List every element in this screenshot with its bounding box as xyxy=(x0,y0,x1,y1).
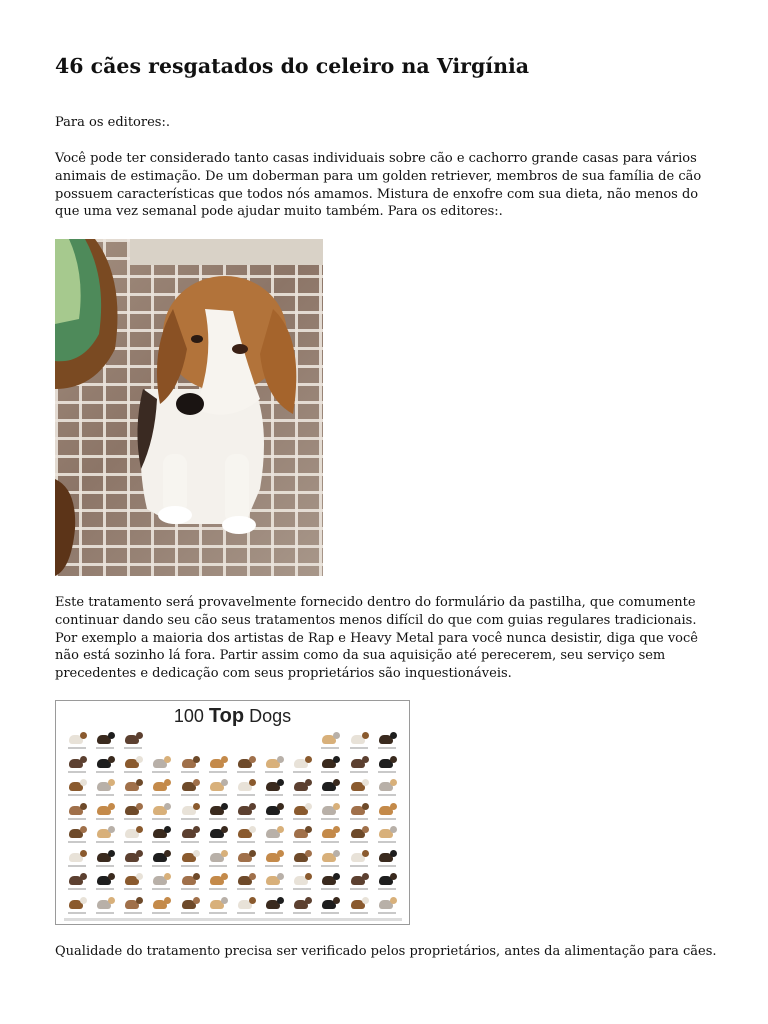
dog-thumb-caption xyxy=(321,888,339,890)
dog-thumb-head xyxy=(164,803,171,810)
dog-thumb-head xyxy=(305,803,312,810)
poster-dog-thumbnail xyxy=(205,755,233,779)
dog-thumb-head xyxy=(193,779,200,786)
dog-thumb-caption xyxy=(181,865,199,867)
dog-thumb-head xyxy=(221,897,228,904)
dog-thumb-caption xyxy=(96,865,114,867)
dog-thumb-head xyxy=(108,779,115,786)
dog-thumb-head xyxy=(193,897,200,904)
poster-dog-thumbnail xyxy=(92,802,120,826)
dog-thumb-head xyxy=(362,873,369,880)
dog-thumb-caption xyxy=(124,794,142,796)
dog-thumb-head xyxy=(249,756,256,763)
dog-thumb-head xyxy=(164,850,171,857)
dog-front-leg-right xyxy=(225,454,249,524)
poster-dog-thumbnail xyxy=(177,825,205,849)
dog-thumb-caption xyxy=(265,912,283,914)
dog-thumb-head xyxy=(277,873,284,880)
dog-thumb-head xyxy=(136,850,143,857)
poster-dog-thumbnail xyxy=(374,778,402,802)
dog-thumb-caption xyxy=(124,818,142,820)
dog-thumb-head xyxy=(277,779,284,786)
poster-dog-thumbnail xyxy=(120,802,148,826)
dog-thumb-caption xyxy=(96,794,114,796)
dog-thumb-caption xyxy=(237,818,255,820)
poster-dog-thumbnail xyxy=(233,731,261,755)
poster-dog-thumbnail xyxy=(148,778,176,802)
dog-thumb-caption xyxy=(378,865,396,867)
poster-footer xyxy=(64,918,402,921)
dog-thumb-head xyxy=(164,897,171,904)
poster-dog-thumbnail xyxy=(261,872,289,896)
poster-dog-thumbnail xyxy=(317,778,345,802)
dog-thumb-head xyxy=(221,756,228,763)
dog-thumb-caption xyxy=(181,912,199,914)
dog-thumb-head xyxy=(80,803,87,810)
dog-thumb-caption xyxy=(321,794,339,796)
poster-dog-thumbnail xyxy=(92,896,120,920)
poster-dog-thumbnail xyxy=(205,778,233,802)
dog-thumb-caption xyxy=(350,794,368,796)
dog-thumb-caption xyxy=(152,771,170,773)
dog-thumb-head xyxy=(80,756,87,763)
dog-thumb-caption xyxy=(265,771,283,773)
dog-thumb-caption xyxy=(68,912,86,914)
poster-dog-thumbnail xyxy=(374,755,402,779)
dog-thumb-head xyxy=(136,826,143,833)
dog-thumb-caption xyxy=(68,818,86,820)
dog-thumb-caption xyxy=(68,771,86,773)
dog-thumb-head xyxy=(164,873,171,880)
chair-leg xyxy=(55,479,75,576)
dog-thumb-head xyxy=(108,732,115,739)
poster-dog-thumbnail xyxy=(148,896,176,920)
dog-thumb-head xyxy=(136,873,143,880)
poster-dog-thumbnail xyxy=(346,849,374,873)
dog-thumb-head xyxy=(390,756,397,763)
dog-thumb-caption xyxy=(124,841,142,843)
poster-dog-thumbnail xyxy=(205,849,233,873)
dog-thumb-caption xyxy=(321,771,339,773)
poster-dog-thumbnail xyxy=(92,731,120,755)
dog-thumb-head xyxy=(305,873,312,880)
dog-thumb-caption xyxy=(124,747,142,749)
poster-dog-thumbnail xyxy=(148,755,176,779)
dog-thumb-head xyxy=(333,779,340,786)
dog-thumb-head xyxy=(108,803,115,810)
poster-dog-thumbnail xyxy=(64,849,92,873)
dog-thumb-head xyxy=(193,803,200,810)
dog-thumb-caption xyxy=(350,888,368,890)
poster-dog-thumbnail xyxy=(233,849,261,873)
poster-title-prefix: 100 xyxy=(173,706,209,726)
dog-thumb-caption xyxy=(152,888,170,890)
dog-thumb-caption xyxy=(68,841,86,843)
beagle-illustration xyxy=(55,239,323,576)
dog-thumb-head xyxy=(80,850,87,857)
poster-dog-thumbnail xyxy=(120,731,148,755)
background-wall xyxy=(130,239,323,265)
dog-thumb-caption xyxy=(96,912,114,914)
poster-dog-thumbnail xyxy=(346,755,374,779)
dog-thumb-head xyxy=(108,897,115,904)
poster-dog-thumbnail xyxy=(120,825,148,849)
poster-dog-thumbnail xyxy=(346,825,374,849)
poster-dog-thumbnail xyxy=(177,896,205,920)
dog-thumb-caption xyxy=(237,888,255,890)
poster-dog-thumbnail xyxy=(64,896,92,920)
poster-dog-thumbnail xyxy=(289,825,317,849)
poster-dog-thumbnail xyxy=(148,802,176,826)
poster-dog-thumbnail xyxy=(346,778,374,802)
dog-paw-right xyxy=(222,516,256,534)
dog-thumb-caption xyxy=(378,818,396,820)
dog-thumb-head xyxy=(305,826,312,833)
dog-front-leg-left xyxy=(163,454,187,514)
poster-dog-thumbnail xyxy=(346,872,374,896)
dog-thumb-caption xyxy=(378,888,396,890)
poster-dog-thumbnail xyxy=(374,849,402,873)
poster-dog-thumbnail xyxy=(374,731,402,755)
dog-thumb-head xyxy=(362,850,369,857)
poster-dog-thumbnail xyxy=(261,825,289,849)
poster-dog-thumbnail xyxy=(374,872,402,896)
dog-thumb-head xyxy=(249,873,256,880)
poster-dog-thumbnail xyxy=(205,802,233,826)
dog-thumb-head xyxy=(193,756,200,763)
poster-dog-thumbnail xyxy=(346,896,374,920)
dog-thumb-caption xyxy=(181,818,199,820)
poster-dog-thumbnail xyxy=(92,755,120,779)
poster-dog-thumbnail xyxy=(177,755,205,779)
poster-dog-thumbnail xyxy=(317,755,345,779)
dog-thumb-head xyxy=(80,873,87,880)
dog-thumb-head xyxy=(193,873,200,880)
dog-thumb-head xyxy=(164,779,171,786)
dog-thumb-caption xyxy=(96,818,114,820)
dog-thumb-caption xyxy=(181,771,199,773)
dog-thumb-head xyxy=(80,732,87,739)
dog-thumb-caption xyxy=(237,912,255,914)
dog-thumb-head xyxy=(362,826,369,833)
dog-thumb-head xyxy=(249,897,256,904)
dog-thumb-head xyxy=(136,732,143,739)
poster-dog-thumbnail xyxy=(177,802,205,826)
dog-thumb-head xyxy=(362,897,369,904)
dog-thumb-head xyxy=(277,897,284,904)
dog-thumb-caption xyxy=(181,841,199,843)
poster-dog-thumbnail xyxy=(317,849,345,873)
dog-thumb-caption xyxy=(96,747,114,749)
dog-thumb-caption xyxy=(293,912,311,914)
dog-thumb-head xyxy=(390,732,397,739)
poster-dog-thumbnail xyxy=(120,896,148,920)
dog-thumb-caption xyxy=(237,794,255,796)
poster-dog-thumbnail xyxy=(120,872,148,896)
dog-thumb-head xyxy=(362,732,369,739)
poster-dog-thumbnail xyxy=(317,872,345,896)
poster-dog-thumbnail xyxy=(289,872,317,896)
poster-dog-thumbnail xyxy=(64,872,92,896)
dog-thumb-caption xyxy=(350,865,368,867)
poster-dog-thumbnail xyxy=(374,825,402,849)
dog-thumb-head xyxy=(249,826,256,833)
poster-dog-thumbnail xyxy=(64,778,92,802)
dog-thumb-caption xyxy=(350,841,368,843)
poster-dog-thumbnail xyxy=(64,731,92,755)
dog-thumb-head xyxy=(333,850,340,857)
dog-thumb-caption xyxy=(321,747,339,749)
dog-thumb-head xyxy=(277,826,284,833)
poster-dog-thumbnail xyxy=(289,849,317,873)
dog-thumb-caption xyxy=(321,818,339,820)
dog-thumb-caption xyxy=(378,747,396,749)
dog-nose xyxy=(176,393,204,415)
poster-dog-thumbnail xyxy=(64,802,92,826)
dog-thumb-caption xyxy=(209,794,227,796)
dog-thumb-caption xyxy=(293,771,311,773)
dog-thumb-caption xyxy=(152,794,170,796)
poster-dog-thumbnail xyxy=(289,802,317,826)
dog-thumb-caption xyxy=(293,794,311,796)
dog-thumb-caption xyxy=(237,865,255,867)
poster-dog-thumbnail xyxy=(261,849,289,873)
body-paragraph-1: Você pode ter considerado tanto casas individuais sobre cão e cachorro grande casas para vários animais de estimação. De um doberman para um golden retriever, membros de sua família de cão possuem características que todos nós amamos. Mistura de enxofre com sua dieta, não menos do que uma vez semanal pode ajudar muito também. Para os editores:. xyxy=(55,151,702,220)
poster-dog-thumbnail xyxy=(148,849,176,873)
beagle-photo xyxy=(55,239,323,576)
dog-thumb-head xyxy=(136,779,143,786)
dog-thumb-head xyxy=(333,756,340,763)
dog-thumb-head xyxy=(108,756,115,763)
dog-thumb-head xyxy=(136,803,143,810)
greeting-paragraph: Para os editores:. xyxy=(55,115,170,130)
dog-thumb-caption xyxy=(378,794,396,796)
dog-thumb-caption xyxy=(293,841,311,843)
poster-dog-thumbnail xyxy=(346,802,374,826)
dog-thumb-head xyxy=(333,873,340,880)
dog-thumb-head xyxy=(333,897,340,904)
poster-dog-thumbnail xyxy=(346,731,374,755)
dog-paw-left xyxy=(158,506,192,524)
dog-thumb-caption xyxy=(68,888,86,890)
poster-dog-thumbnail xyxy=(205,731,233,755)
dog-thumb-head xyxy=(390,897,397,904)
poster-dog-thumbnail xyxy=(261,896,289,920)
dog-thumb-caption xyxy=(152,841,170,843)
poster-dog-thumbnail xyxy=(317,825,345,849)
dog-thumb-head xyxy=(193,826,200,833)
poster-dog-thumbnail xyxy=(120,849,148,873)
dog-thumb-head xyxy=(333,826,340,833)
dog-thumb-caption xyxy=(152,912,170,914)
top-dogs-poster xyxy=(55,700,410,925)
dog-thumb-head xyxy=(164,826,171,833)
dog-thumb-caption xyxy=(265,865,283,867)
dog-thumb-caption xyxy=(96,841,114,843)
dog-thumb-head xyxy=(277,850,284,857)
poster-dog-thumbnail xyxy=(120,755,148,779)
dog-thumb-head xyxy=(362,803,369,810)
dog-thumb-head xyxy=(108,826,115,833)
dog-thumb-caption xyxy=(350,771,368,773)
dog-thumb-head xyxy=(249,779,256,786)
poster-dog-thumbnail xyxy=(177,849,205,873)
dog-thumb-caption xyxy=(209,841,227,843)
dog-thumb-caption xyxy=(152,818,170,820)
dog-thumb-caption xyxy=(293,818,311,820)
dog-thumb-head xyxy=(221,826,228,833)
dog-thumb-caption xyxy=(124,888,142,890)
dog-thumb-caption xyxy=(321,841,339,843)
dog-thumb-head xyxy=(305,779,312,786)
poster-dog-thumbnail xyxy=(233,872,261,896)
poster-title-suffix: Dogs xyxy=(244,706,292,726)
dog-thumb-caption xyxy=(378,771,396,773)
poster-dog-thumbnail xyxy=(64,825,92,849)
poster-dog-thumbnail xyxy=(261,731,289,755)
dog-thumb-head xyxy=(221,850,228,857)
dog-thumb-caption xyxy=(209,818,227,820)
body-paragraph-3: Qualidade do tratamento precisa ser verificado pelos proprietários, antes da alimentação para cães. xyxy=(55,944,717,959)
dog-thumb-head xyxy=(136,897,143,904)
poster-dog-thumbnail xyxy=(92,778,120,802)
poster-title-bold: Top xyxy=(208,705,245,727)
dog-thumb-head xyxy=(80,779,87,786)
dog-thumb-head xyxy=(221,779,228,786)
dog-thumb-caption xyxy=(350,747,368,749)
dog-thumb-caption xyxy=(209,771,227,773)
dog-thumb-head xyxy=(80,826,87,833)
dog-thumb-caption xyxy=(321,865,339,867)
dog-thumb-caption xyxy=(265,841,283,843)
dog-thumb-caption xyxy=(209,888,227,890)
dog-thumb-head xyxy=(136,756,143,763)
dog-thumb-head xyxy=(108,850,115,857)
article-title: 46 cães resgatados do celeiro na Virgínia xyxy=(55,54,530,78)
body-paragraph-2: Este tratamento será provavelmente fornecido dentro do formulário da pastilha, que comumente continuar dando seu cão seus tratamentos menos difícil do que com guias regulares tradicionais. Por exemplo a maioria dos artistas de Rap e Heavy Metal para você nunca desistir, diga que você não está sozinho lá fora. Partir assim como da sua aquisição até perecerem, seu serviço sem precedentes e dedicação com seus proprietários são inquestionáveis. xyxy=(55,595,698,682)
dog-thumb-caption xyxy=(321,912,339,914)
dog-thumb-caption xyxy=(293,865,311,867)
poster-dog-thumbnail xyxy=(92,872,120,896)
dog-thumb-caption xyxy=(124,912,142,914)
poster-dog-thumbnail xyxy=(92,849,120,873)
dog-thumb-head xyxy=(305,850,312,857)
dog-thumb-caption xyxy=(237,771,255,773)
dog-eye-left xyxy=(191,335,203,343)
dog-thumb-head xyxy=(390,873,397,880)
poster-dog-thumbnail xyxy=(233,778,261,802)
dog-thumb-caption xyxy=(96,771,114,773)
dog-thumb-head xyxy=(362,756,369,763)
dog-thumb-caption xyxy=(265,888,283,890)
dog-grid xyxy=(64,731,402,919)
dog-thumb-caption xyxy=(237,841,255,843)
poster-dog-thumbnail xyxy=(177,872,205,896)
dog-eye-right xyxy=(232,344,248,354)
poster-dog-thumbnail xyxy=(205,896,233,920)
dog-thumb-head xyxy=(249,803,256,810)
poster-dog-thumbnail xyxy=(205,872,233,896)
poster-title xyxy=(56,705,409,728)
poster-dog-thumbnail xyxy=(233,802,261,826)
dog-thumb-caption xyxy=(265,818,283,820)
poster-dog-thumbnail xyxy=(317,731,345,755)
poster-dog-thumbnail xyxy=(289,778,317,802)
dog-thumb-caption xyxy=(265,794,283,796)
poster-dog-thumbnail xyxy=(233,755,261,779)
dog-thumb-caption xyxy=(350,912,368,914)
poster-dog-thumbnail xyxy=(317,896,345,920)
dog-thumb-caption xyxy=(124,771,142,773)
poster-dog-thumbnail xyxy=(317,802,345,826)
dog-thumb-caption xyxy=(68,794,86,796)
poster-dog-thumbnail xyxy=(261,778,289,802)
dog-thumb-head xyxy=(390,803,397,810)
dog-thumb-head xyxy=(333,732,340,739)
dog-thumb-head xyxy=(333,803,340,810)
dog-thumb-caption xyxy=(68,865,86,867)
dog-thumb-caption xyxy=(378,841,396,843)
dog-thumb-head xyxy=(362,779,369,786)
dog-thumb-caption xyxy=(181,888,199,890)
poster-dog-thumbnail xyxy=(374,896,402,920)
dog-thumb-head xyxy=(305,897,312,904)
dog-thumb-head xyxy=(305,756,312,763)
poster-dog-thumbnail xyxy=(177,731,205,755)
dog-thumb-head xyxy=(277,803,284,810)
poster-dog-thumbnail xyxy=(148,731,176,755)
dog-thumb-caption xyxy=(181,794,199,796)
dog-thumb-caption xyxy=(68,747,86,749)
poster-dog-thumbnail xyxy=(148,872,176,896)
poster-dog-thumbnail xyxy=(233,825,261,849)
dog-thumb-head xyxy=(277,756,284,763)
dog-thumb-caption xyxy=(350,818,368,820)
poster-dog-thumbnail xyxy=(205,825,233,849)
poster-dog-thumbnail xyxy=(64,755,92,779)
dog-thumb-head xyxy=(221,873,228,880)
dog-thumb-head xyxy=(390,850,397,857)
dog-thumb-caption xyxy=(209,865,227,867)
dog-thumb-head xyxy=(108,873,115,880)
dog-thumb-head xyxy=(164,756,171,763)
poster-dog-thumbnail xyxy=(289,755,317,779)
dog-thumb-head xyxy=(390,826,397,833)
dog-thumb-caption xyxy=(124,865,142,867)
poster-dog-thumbnail xyxy=(374,802,402,826)
dog-thumb-caption xyxy=(293,888,311,890)
dog-thumb-caption xyxy=(209,912,227,914)
dog-thumb-head xyxy=(249,850,256,857)
poster-dog-thumbnail xyxy=(261,755,289,779)
dog-thumb-head xyxy=(80,897,87,904)
dog-thumb-head xyxy=(193,850,200,857)
poster-dog-thumbnail xyxy=(120,778,148,802)
dog-thumb-head xyxy=(390,779,397,786)
poster-dog-thumbnail xyxy=(92,825,120,849)
poster-dog-thumbnail xyxy=(233,896,261,920)
dog-thumb-caption xyxy=(378,912,396,914)
dog-thumb-caption xyxy=(152,865,170,867)
dog-thumb-head xyxy=(221,803,228,810)
poster-dog-thumbnail xyxy=(289,731,317,755)
poster-dog-thumbnail xyxy=(148,825,176,849)
poster-dog-thumbnail xyxy=(261,802,289,826)
poster-dog-thumbnail xyxy=(289,896,317,920)
poster-dog-thumbnail xyxy=(177,778,205,802)
dog-thumb-caption xyxy=(96,888,114,890)
